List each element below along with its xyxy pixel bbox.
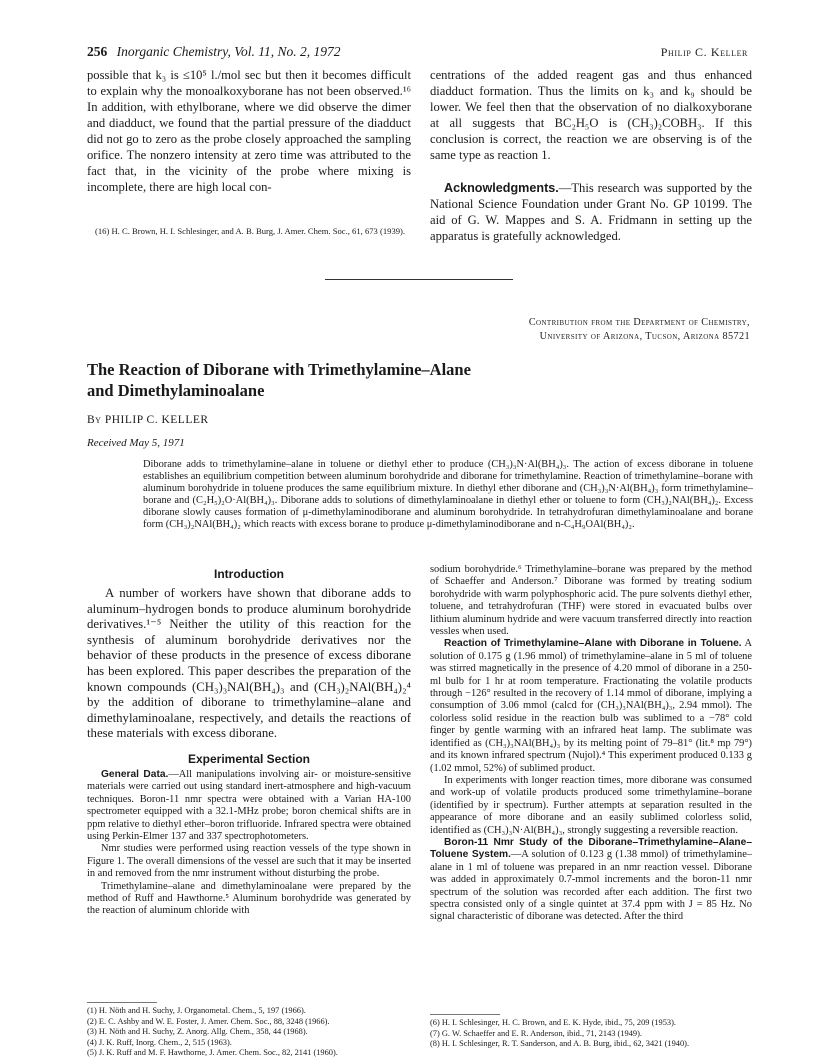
continued-paragraph-right: centrations of the added reagent gas and thus enhanced diadduct formation. Thus the limits on k₃ and k₉ should be lower. We feel then that the observation of no dialkoxyborane at all suggests that BC₂H₅O is (CH₃)₂COBH₃. If this conclusion is correct, the reaction we are observing is of the same type as reaction 1.	[430, 68, 752, 162]
contribution-address	[350, 316, 750, 343]
footnote-16	[87, 226, 411, 238]
tma-toluene-runin: Reaction of Trimethylamine–Alane with Diborane in Toluene.	[444, 638, 742, 650]
footnote-list-right	[430, 1018, 752, 1050]
right-footnotes	[430, 1014, 752, 1050]
footnote-2: (2) E. C. Ashby and W. E. Foster, J. Amer. Chem. Soc., 88, 3248 (1966).	[87, 1016, 330, 1026]
experimental-text	[87, 769, 411, 918]
received-date: Received May 5, 1971	[87, 437, 185, 449]
contribution-line-1: Contribution from the Department of Chemistry,	[528, 317, 750, 328]
introduction-heading: Introduction	[214, 567, 284, 581]
acknowledgments	[430, 180, 752, 244]
footnote-rule-right	[430, 1014, 500, 1015]
footnote-5: (5) J. K. Ruff and M. F. Hawthorne, J. Amer. Chem. Soc., 82, 2141 (1960).	[87, 1048, 338, 1057]
right-column	[430, 564, 752, 924]
reagents-continued: sodium borohydride.⁶ Trimethylamine–borane was prepared by the method of Schaeffer and Anderson.⁷ Diborane was formed by treating sodium borohydride with warm polyphosphoric acid. The pure solvents diethyl ether, toluene, and tetrahydrofuran (THF) were stored in evacuated bulbs over lithium aluminum hydride and were vacuum transferred directly into reaction vessles when used.	[430, 564, 752, 638]
footnote-rule-left	[87, 1002, 157, 1003]
general-data-runin: General Data.	[101, 768, 169, 780]
introduction-text: A number of workers have shown that diborane adds to aluminum–hydrogen bonds to produce aluminum borohydride derivatives.¹⁻⁵ Neither the utility of this reaction for the synthesis of aluminum borohydride derivatives nor the behavior of these products in the presence of excess diborane has been explored. This paper describes the preparation of the known compounds (CH₃)₃NAl(BH₄)₃ and (CH₃)₂NAl(BH₄)₂⁴ by the addition of diborane to trimethylamine–alane and dimethylaminoalane, respectively, and details the reactions of these materials with excess diborane.	[87, 586, 411, 741]
tma-toluene-paragraph	[430, 638, 752, 774]
footnote-1: (1) H. Nöth and H. Suchy, J. Organometal. Chem., 5, 197 (1966).	[87, 1006, 306, 1015]
footnote-3: (3) H. Nöth and H. Suchy, Z. Anorg. Allg. Chem., 358, 44 (1968).	[87, 1027, 308, 1036]
title-line-2: and Dimethylaminoalane	[87, 381, 265, 400]
nmr-study-runin: Boron-11 Nmr Study of the Diborane–Trimethylamine–Alane–Toluene System.	[430, 836, 752, 861]
contribution-line-2: University of Arizona, Tucson, Arizona 85721	[539, 330, 750, 342]
article-divider	[325, 279, 513, 280]
abstract: Diborane adds to trimethylamine–alane in toluene or diethyl ether to produce (CH₃)₃N·Al(BH₄)₃. The action of excess diborane in toluene establishes an equilibrium competition between aluminum borohydride and diborane for trimethylamine. Reaction of trimethylamine–borane with aluminum borohydride in toluene produces the same equilibrium mixture. In diethyl ether diborane and (CH₃)₃N·Al(BH₄)₃ form trimethylamine–borane and (C₂H₅)₂O·Al(BH₄)₃. Diborane adds to solutions of dimethylaminoalane in diethyl ether or toluene to form (CH₃)₂NAl(BH₄)₂. Excess diborane slowly causes formation of μ-dimethylaminodiborane and aluminum borohydride. In tetrahydrofuran dimethylaminoalane and borane form (CH₃)₂NAl(BH₄)₂ which reacts with excess borane to produce μ-dimethylaminodiborane and n-C₄H₉OAl(BH₄)₂.	[143, 459, 753, 531]
nmr-paragraph: Nmr studies were performed using reaction vessels of the type shown in Figure 1. The overall dimensions of the vessel are such that it may be inserted in and removed from the nmr instrument without disturbing the probe.	[87, 843, 411, 880]
footnote-4: (4) J. K. Ruff, Inorg. Chem., 2, 515 (1963).	[87, 1037, 232, 1047]
nmr-study-paragraph	[430, 837, 752, 924]
left-column	[87, 567, 411, 918]
reagents-paragraph: Trimethylamine–alane and dimethylaminoalane were prepared by the method of Ruff and Hawthorne.⁵ Aluminum borohydride was generated by the reaction of aluminum chloride with	[87, 880, 411, 917]
footnote-8: (8) H. I. Schlesinger, R. T. Sanderson, and A. B. Burg, ibid., 62, 3421 (1940).	[430, 1039, 690, 1048]
longer-times-paragraph: In experiments with longer reaction times, more diborane was consumed and work-up of volatile products produced some trimethylamine–borane (identified by ir spectrum). Further attempts at separation resulted in the appearance of more diborane and an easily sublimed colorless solid, identified as (CH₃)₃N·Al(BH₄)₃, strongly suggesting a reversible reaction.	[430, 774, 752, 836]
footnote-16-text: (16) H. C. Brown, H. I. Schlesinger, and A. B. Burg, J. Amer. Chem. Soc., 61, 673 (1939).	[95, 226, 406, 236]
footnote-6: (6) H. I. Schlesinger, H. C. Brown, and E. K. Hyde, ibid., 75, 209 (1953).	[430, 1018, 676, 1027]
running-header-left	[87, 44, 341, 60]
experimental-heading: Experimental Section	[187, 751, 311, 766]
byline: By PHILIP C. KELLER	[87, 414, 209, 426]
nmr-study-text: —A solution of 0.123 g (1.38 mmol) of trimethylamine–alane in 1 ml of toluene was prepared in an nmr reaction vessel. Diborane was added in approximately 0.7-mmol increments and the boron-11 nmr spectrum of the solution was recorded after each addition. The first two spectra consisted only of a single quintet at 37.4 ppm with J = 85 Hz. No signal characteristic of diborane was detected. After the third	[430, 849, 753, 923]
title-line-1: The Reaction of Diborane with Trimethylamine–Alane	[87, 360, 471, 379]
acknowledgments-heading: Acknowledgments.	[444, 181, 559, 195]
tma-toluene-text: A solution of 0.175 g (1.96 mmol) of trimethylamine–alane in 5 ml of toluene was stirred magnetically in the presence of 4.20 mmol of diborane in a 250-ml bulb for 1 hr at room temperature. Fractionating the volatile products through −126° resulted in the recovery of 1.14 mmol of diborane, implying a consumption of 3.06 mmol (calcd for (CH₃)₃NAl(BH₄)₃, 2.94 mmol). The colorless solid residue in the reaction bulb was sublimed to a −78° cold finger by gentle warming with an infrared heat lamp. The sublimate was identified as (CH₃)₃NAl(BH₄)₃ by its melting point of 79–81° (lit.⁸ mp 79°) and its known infrared spectrum (Nujol).⁴ This experiment produced 0.133 g (1.02 mmol, 52%) of sublimed product.	[430, 638, 753, 774]
article-title	[87, 359, 607, 401]
running-header-author: Philip C. Keller	[660, 45, 748, 59]
page-number: 256	[87, 44, 108, 59]
footnote-7: (7) G. W. Schaeffer and E. R. Anderson, ibid., 71, 2143 (1949).	[430, 1028, 642, 1038]
general-data-paragraph	[87, 769, 411, 843]
continued-paragraph-left: possible that k₃ is ≤10⁵ l./mol sec but then it becomes difficult to explain why the monoalkoxyborane has not been observed.¹⁶ In addition, with ethylborane, where we did observe the dimer and diadduct, we found that the partial pressure of the diadduct did not go to zero as the probe closely approached the sampling orifice. The nonzero intensity at zero time was attributed to the fact that, in the vicinity of the probe where mixing is incomplete, there are high local con-	[87, 68, 411, 194]
footnote-list-left	[87, 1006, 411, 1059]
journal-citation: Inorganic Chemistry, Vol. 11, No. 2, 1972	[116, 44, 341, 59]
acknowledgments-text: —This research was supported by the National Science Foundation under Grant No. GP 10199. The aid of G. W. Mappes and S. A. Fridmann in setting up the apparatus is gratefully acknowledged.	[430, 181, 752, 243]
left-footnotes	[87, 1002, 411, 1059]
general-data-text: —All manipulations involving air- or moisture-sensitive materials were carried out using standard inert-atmosphere and high-vacuum techniques. Boron-11 nmr spectra were obtained with a Varian HA-100 spectrometer equipped with a 32.1-MHz probe; boron chemical shifts are in ppm relative to diethyl ether–boron trifluoride. Infrared spectra were obtained using Perkin-Elmer 137 and 337 spectrophotometers.	[87, 768, 411, 842]
